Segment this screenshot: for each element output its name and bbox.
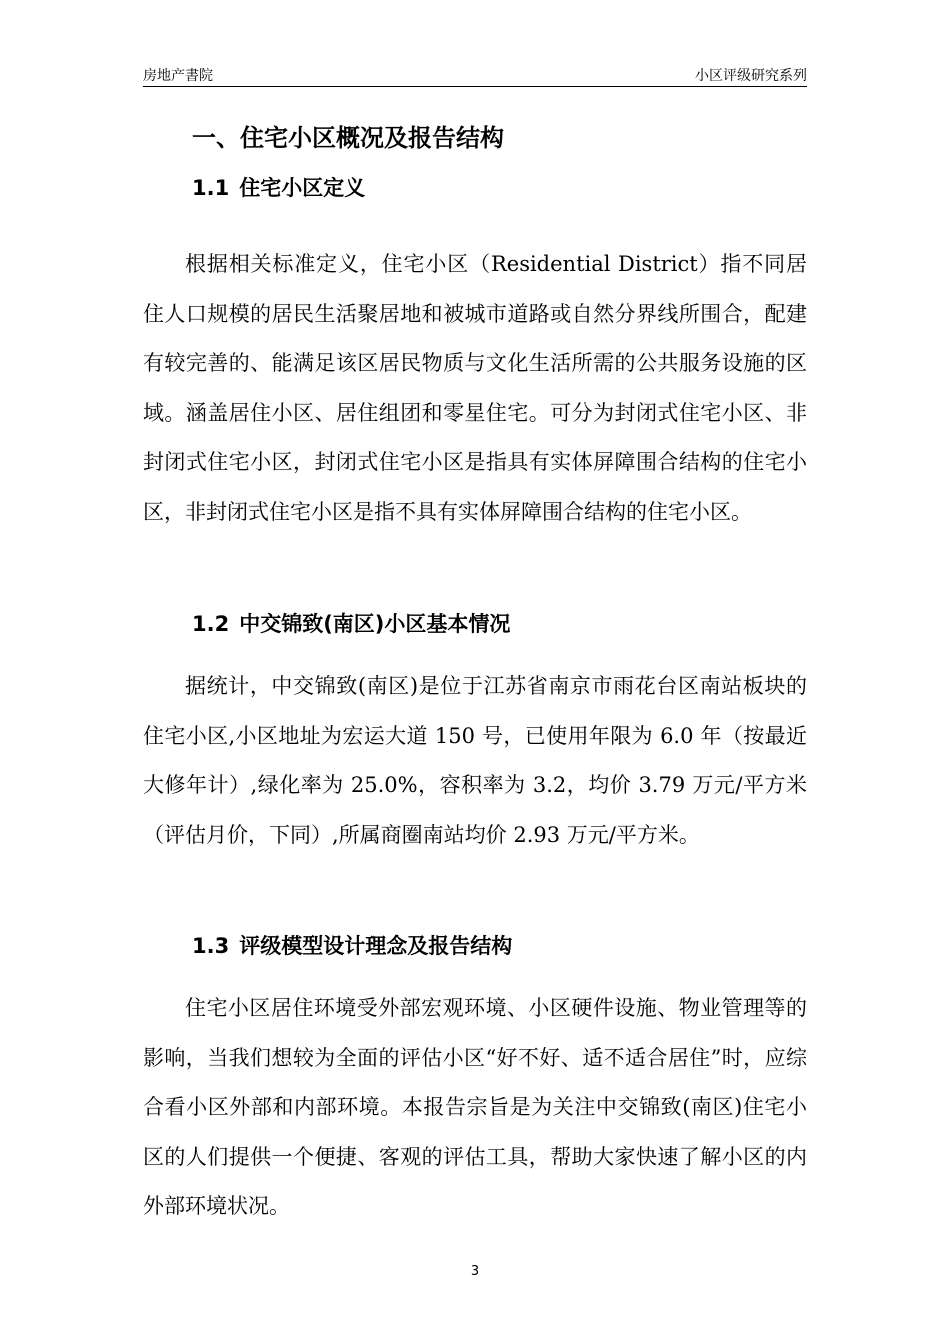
- section-number: 1.1: [192, 176, 230, 200]
- section-body-1-3: 住宅小区居住环境受外部宏观环境、小区硬件设施、物业管理等的影响，当我们想较为全面的评估小区“好不好、适不适合居住”时，应综合看小区外部和内部环境。本报告宗旨是为关注中交锦致(南区)住宅小区的人们提供一个便捷、客观的评估工具，帮助大家快速了解小区的内外部环境状况。: [143, 996, 807, 1218]
- section-title: 住宅小区定义: [239, 176, 366, 200]
- section-title: 评级模型设计理念及报告结构: [239, 934, 513, 958]
- chapter-title: 一、住宅小区概况及报告结构: [192, 124, 504, 152]
- section-heading-1-2: [192, 606, 510, 642]
- page-header: [143, 66, 807, 87]
- section-heading-1-1: [192, 170, 365, 206]
- header-right-text: 小区评级研究系列: [695, 68, 807, 84]
- section-heading-1-3: [192, 928, 512, 964]
- section-body-1-2: 据统计，中交锦致(南区)是位于江苏省南京市雨花台区南站板块的住宅小区,小区地址为宏运大道 150 号，已使用年限为 6.0 年（按最近大修年计）,绿化率为 25.0%，容积率为 3.2，均价 3.79 万元/平方米（评估月价，下同）,所属商圈南站均价 2.93 万元/平方米。: [143, 674, 807, 847]
- page-number: 3: [470, 1264, 480, 1279]
- section-number: 1.3: [192, 934, 230, 958]
- header-left-text: 房地产書院: [143, 68, 213, 84]
- section-body-1-1: 根据相关标准定义，住宅小区（Residential District）指不同居住人口规模的居民生活聚居地和被城市道路或自然分界线所围合，配建有较完善的、能满足该区居民物质与文化生活所需的公共服务设施的区域。涵盖居住小区、居住组团和零星住宅。可分为封闭式住宅小区、非封闭式住宅小区，封闭式住宅小区是指具有实体屏障围合结构的住宅小区，非封闭式住宅小区是指不具有实体屏障围合结构的住宅小区。: [143, 252, 807, 524]
- section-number: 1.2: [192, 612, 230, 636]
- section-title: 中交锦致(南区)小区基本情况: [239, 612, 511, 636]
